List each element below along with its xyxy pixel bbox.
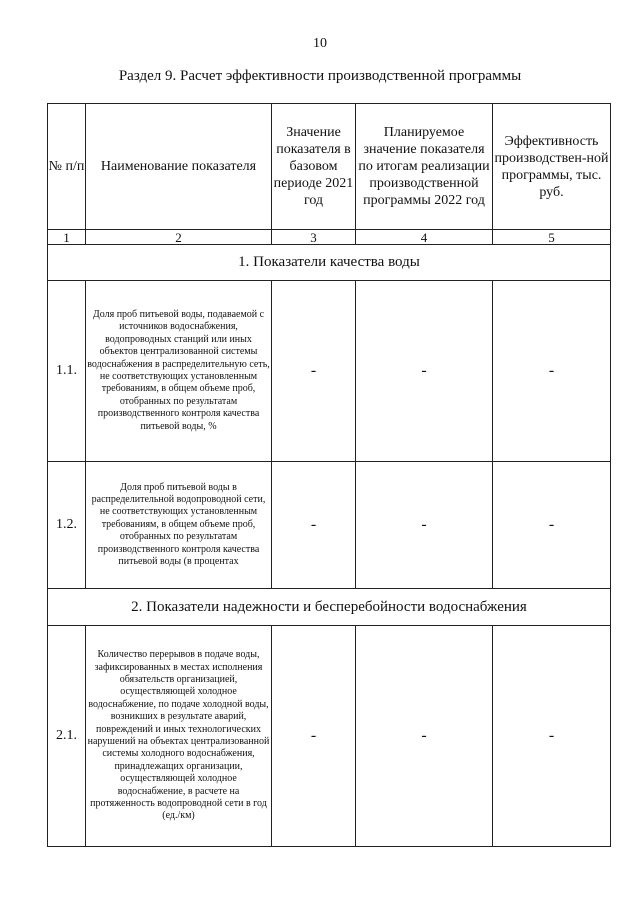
indicator-name: Доля проб питьевой воды, подаваемой с источников водоснабжения, водопроводных станций или иных объектов централизованной системы водоснабжения в распределительную сеть, не соответствующих установленным требованиям, в общем объеме проб, отобранных по результатам производственного контроля качества питьевой воды, % bbox=[86, 281, 272, 462]
header-number: № п/п bbox=[48, 104, 86, 230]
table-row bbox=[48, 462, 611, 589]
row-number: 2.1. bbox=[48, 626, 86, 847]
column-number: 2 bbox=[86, 230, 272, 245]
page-number: 10 bbox=[313, 36, 327, 51]
header-indicator-name: Наименование показателя bbox=[86, 104, 272, 230]
base-value: - bbox=[272, 281, 356, 462]
header-planned-value: Планируемое значение показателя по итогам реализации производственной программы 2022 год bbox=[356, 104, 493, 230]
base-value: - bbox=[272, 462, 356, 589]
header-efficiency: Эффективность производствен-ной программы, тыс. руб. bbox=[493, 104, 611, 230]
section-row bbox=[48, 245, 611, 281]
indicator-name: Количество перерывов в подаче воды, зафиксированных в местах исполнения обязательств организацией, осуществляющей холодное водоснабжение, по подаче холодной воды, возникших в результате аварий, повреждений и иных технологических нарушений на объектах централизованной системы холодного водоснабжения, принадлежащих организации, осуществляющей холодное водоснабжение, в расчете на протяженность водопроводной сети в год (ед./км) bbox=[86, 626, 272, 847]
indicator-name: Доля проб питьевой воды в распределительной водопроводной сети, не соответствующих установленным требованиям, в общем объеме проб, отобранных по результатам производственного контроля качества питьевой воды (в процентах bbox=[86, 462, 272, 589]
planned-value: - bbox=[356, 626, 493, 847]
section-heading: 1. Показатели качества воды bbox=[48, 245, 611, 281]
efficiency-value: - bbox=[493, 281, 611, 462]
table-row bbox=[48, 281, 611, 462]
row-number: 1.1. bbox=[48, 281, 86, 462]
column-number: 1 bbox=[48, 230, 86, 245]
planned-value: - bbox=[356, 281, 493, 462]
column-number: 3 bbox=[272, 230, 356, 245]
column-number-row bbox=[48, 230, 611, 245]
section-row bbox=[48, 589, 611, 626]
efficiency-table bbox=[47, 103, 611, 847]
column-number: 4 bbox=[356, 230, 493, 245]
efficiency-value: - bbox=[493, 462, 611, 589]
header-base-value: Значение показателя в базовом периоде 2021 год bbox=[272, 104, 356, 230]
efficiency-value: - bbox=[493, 626, 611, 847]
section-title: Раздел 9. Расчет эффективности производственной программы bbox=[118, 68, 522, 84]
table-row bbox=[48, 626, 611, 847]
column-number: 5 bbox=[493, 230, 611, 245]
planned-value: - bbox=[356, 462, 493, 589]
row-number: 1.2. bbox=[48, 462, 86, 589]
base-value: - bbox=[272, 626, 356, 847]
table-header-row bbox=[48, 104, 611, 230]
section-heading: 2. Показатели надежности и бесперебойности водоснабжения bbox=[48, 589, 611, 626]
